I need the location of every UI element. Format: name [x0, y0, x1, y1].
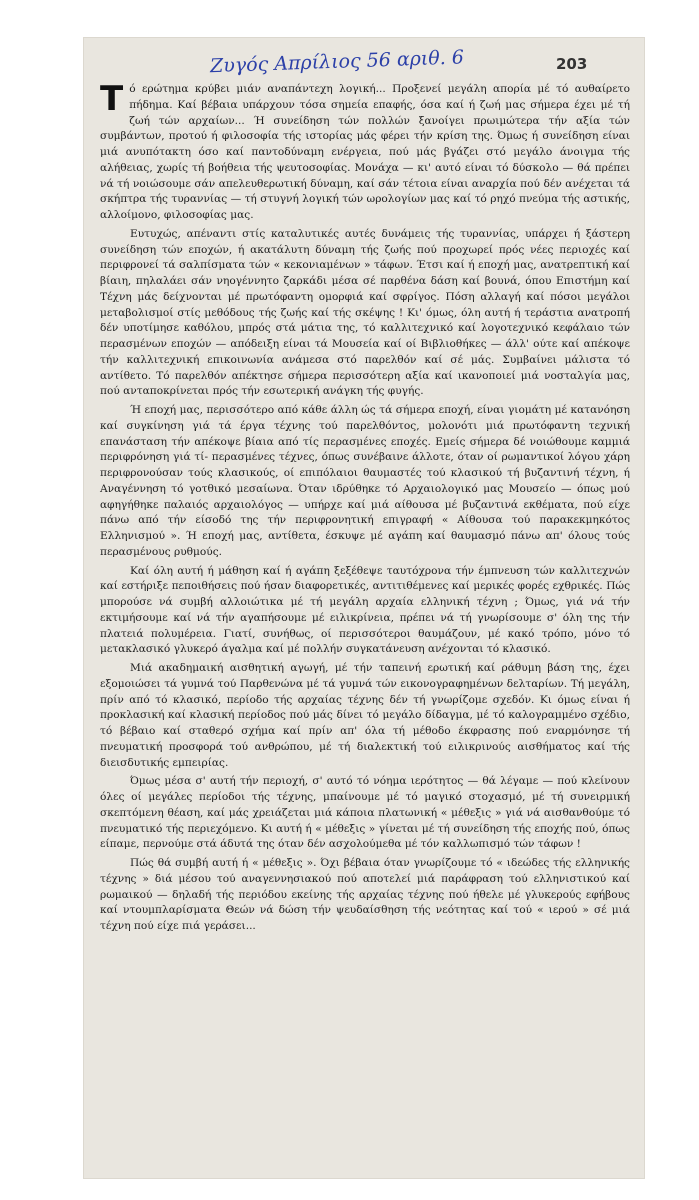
paragraph-5: Μιά ακαδημαική αισθητική αγωγή, μέ τήν ταπεινή ερωτική καί ράθυμη βάση της, έχει εξομοιώσει τά γυμνά τού Παρθενώνα μέ τά γυμνά τών εικονογραφημένων δελταρίων. Τή μεγάλη, πρίν από τό κλασικό, περίοδο τής αρχαίας τέχνης δέν τή γνωρίζομε σχεδόν. Κι όμως είναι ή προκλασική καί κλασική περίοδος πού μάς δίνει τό μεγάλο δίδαγμα, μέ τό καλογραμμένο σχέδιο, τό βέβαιο καί σταθερό σχήμα καί πρίν απ' όλα τή μέθοδο έκφρασης πού εναρμόνησε τή πνευματική προσφορά τού ανθρώπου, μέ τή διαλεκτική τού ειλικρινούς αισθήματος καί τής διεισδυτικής εμπειρίας. [100, 662, 630, 769]
paragraph-1-text: ό ερώτημα κρύβει μιάν αναπάντεχη λογική... Προξενεί μεγάλη απορία μέ τό αυθαίρετο πήδημα. Καί βέβαια υπάρχουν τόσα σημεία επαφής, όσα καί ή ζωή μας σήμερα έχει μέ τή ζωή τών αρχαίων... Ή συνείδηση τών πολλών ξανοίγει πρωιμώτερα τήν αξία τών συμβάντων, προτού ή φιλοσοφία τής ιστορίας μάς φέρει τήν κρίση της. Όμως ή συνείδηση είναι μιά ανυπότακτη όσο καί παντοδύναμη ενέργεια, πού μάς βγάζει στό μεγάλο άνοιγμα τής αλήθειας, χωρίς τή βοήθεια τής ψευτοσοφίας. Μονάχα — κι' αυτό είναι τό δύσκολο — θά πρέπει νά τή νοιώσουμε σάν απελευθερωτική δύναμη, καί σάν τέτοια είναι αναρχία πού δέν ανέχεται τά σκήπτρα τής τυραννίας — τή στυγνή λογική τών ωρολογίων μας καί τό ρηχό πνεύμα τής αστικής, αλλοίμονο, φιλοσοφίας μας. [100, 83, 630, 221]
paragraph-2: Ευτυχώς, απέναντι στίς καταλυτικές αυτές δυνάμεις τής τυραννίας, υπάρχει ή ξάστερη συνείδηση τών εποχών, ή ακατάλυτη δύναμη τής ζωής πού προχωρεί πρός νέες περιοχές καί περιφρονεί τά σαλπίσματα τών « κεκονιαμένων » τάφων. Έτσι καί ή εποχή μας, ανατρεπτική καί βίαιη, πηλαλάει σάν νηογέννητο ζαρκάδι μέσα σέ παρθένα δάση καί βουνά, όπου Επιστήμη καί Τέχνη μάς δείχνονται μέ πρωτόφαντη ομορφιά καί σφρίγος. Πόση αλλαγή καί πόσοι μεγάλοι μεταβολισμοί στίς μεθόδους τής ζωής καί τής σκέψης ! Κι' όμως, όλη αυτή ή τεράστια ανατροπή δέν υποτίμησε καθόλου, μπρός στά μάτια της, τό καλλιτεχνικό καί λογοτεχνικό κεφάλαιο τών περασμένων εποχών — απόδειξη είναι τά Μουσεία καί οί Βιβλιοθήκες — άλλ' ούτε καί απέκοψε τήν καλλιτεχνική επικοινωνία ανάμεσα στό παρελθόν καί σέ μάς. Συμβαίνει μάλιστα τό αντίθετο. Τό παρελθόν απέκτησε σήμερα περισσότερη αξία καί ικανοποιεί μιά νοσταλγία μας, πού ανταποκρίνεται πρός τήν εσωτερική ανάγκη τής φυγής. [100, 227, 630, 398]
drop-cap: Τ [100, 79, 124, 119]
paragraph-3: Ή εποχή μας, περισσότερο από κάθε άλλη ώς τά σήμερα εποχή, είναι γιομάτη μέ κατανόηση καί συγκίνηση γιά τά έργα τέχνης τού παρελθόντος, μολονότι μιά πρωτόφαντη τεχνική επανάσταση τήν απέκοψε βίαια από τίς περασμένες εποχές. Εμείς σήμερα δέ νοιώθουμε καμμιά περιφρόνηση γιά τί- περασμένες τέχνες, όπως συνέβαινε άλλοτε, όταν οί ρωμαντικοί λόγου χάρη περιφρονούσαν τούς κλασικούς, οί επιπόλαιοι θαυμαστές τού κλασικού τή βυζαντινή τέχνη, ή Αναγέννηση τό γοτθικό μεσαίωνα. Όταν ιδρύθηκε τό Αρχαιολογικό μας Μουσείο — όπως μού αφηγήθηκε παλαιός αρχαιολόγος — υπήρχε καί μιά αίθουσα μέ βυζαντινά εκθέματα, πού είχε πάνω από τήν είσοδό της τήν περιφρονητική επιγραφή « Αίθουσα τού παρακεκμηκότος Ελληνισμού ». Ή εποχή μας, αντίθετα, έσκυψε μέ αγάπη καί θαυμασμό πάνω απ' όλους τούς περασμένους ρυθμούς. [100, 404, 630, 558]
paragraph-4: Καί όλη αυτή ή μάθηση καί ή αγάπη ξεξέθεψε ταυτόχρονα τήν έμπνευση τών καλλιτεχνών καί εστήριξε πεποιθήσεις πού ήσαν διαφορετικές, αντιτιθέμενες καί μερικές φορές εχθρικές. Πώς μπορούσε νά συμβή αλλοιώτικα μέ τή μεγάλη αρχαία ελληνική τέχνη ; Όμως, γιά νά τήν εκτιμήσουμε καί νά τήν αγαπήσουμε μέ ειλικρίνεια, πρέπει νά τή γνωρίσουμε σ' όλη της τήν πλατειά πολυμέρεια. Γιατί, συνήθως, οί περισσότεροι θαυμάζουν, μέ κακό τρόπο, μόνο τό μετακλασικό γλυκερό άγαλμα καί μέ πολλήν συγκατάνευση ανέχονται τό κλασικό. [100, 564, 630, 656]
paragraph-6: Όμως μέσα σ' αυτή τήν περιοχή, σ' αυτό τό νόημα ιερότητος — θά λέγαμε — πού κλείνουν όλες οί μεγάλες περίοδοι τής τέχνης, μπαίνουμε μέ τό μαγικό στοχασμό, μέ τή συνειρμική σκεπτόμενη θέαση, καί μάς χρειάζεται μιά κάποια πλατωνική « μέθεξις » γιά νά αισθανθούμε τό πνευματικό τής περιεχόμενο. Κι αυτή ή « μέθεξις » γίνεται μέ τή συνείδηση τής εποχής πού, όπως είπαμε, περνούμε στά άδυτά της όταν δέν ασχολούμεθα μέ τόν καλλωπισμό τών τάφων ! [100, 775, 630, 851]
page-number: 203 [556, 55, 588, 73]
handwritten-annotation: Ζυγός Απρίλιος 56 αριθ. 6 [209, 46, 465, 78]
article-body [100, 79, 630, 938]
paragraph-1 [100, 79, 630, 224]
paragraph-7: Πώς θά συμβή αυτή ή « μέθεξις ». Όχι βέβαια όταν γνωρίζουμε τό « ιδεώδες τής ελληνικής τέχνης » διά μέσου τού αναγεννησιακού πού αποτελεί μιά παράφραση τού ελληνιστικού καί ρωμαικού — δηλαδή τής περιόδου εκείνης τής αρχαίας τέχνης πού ήθελε μέ γλυκερούς εφήβους καί ντουμπλαρίσματα Θεών νά δώση τήν ψευδαίσθηση τής νεότητας καί τού « ιερού » σέ μιά τέχνη πού είχε πιά γεράσει... [100, 857, 630, 932]
